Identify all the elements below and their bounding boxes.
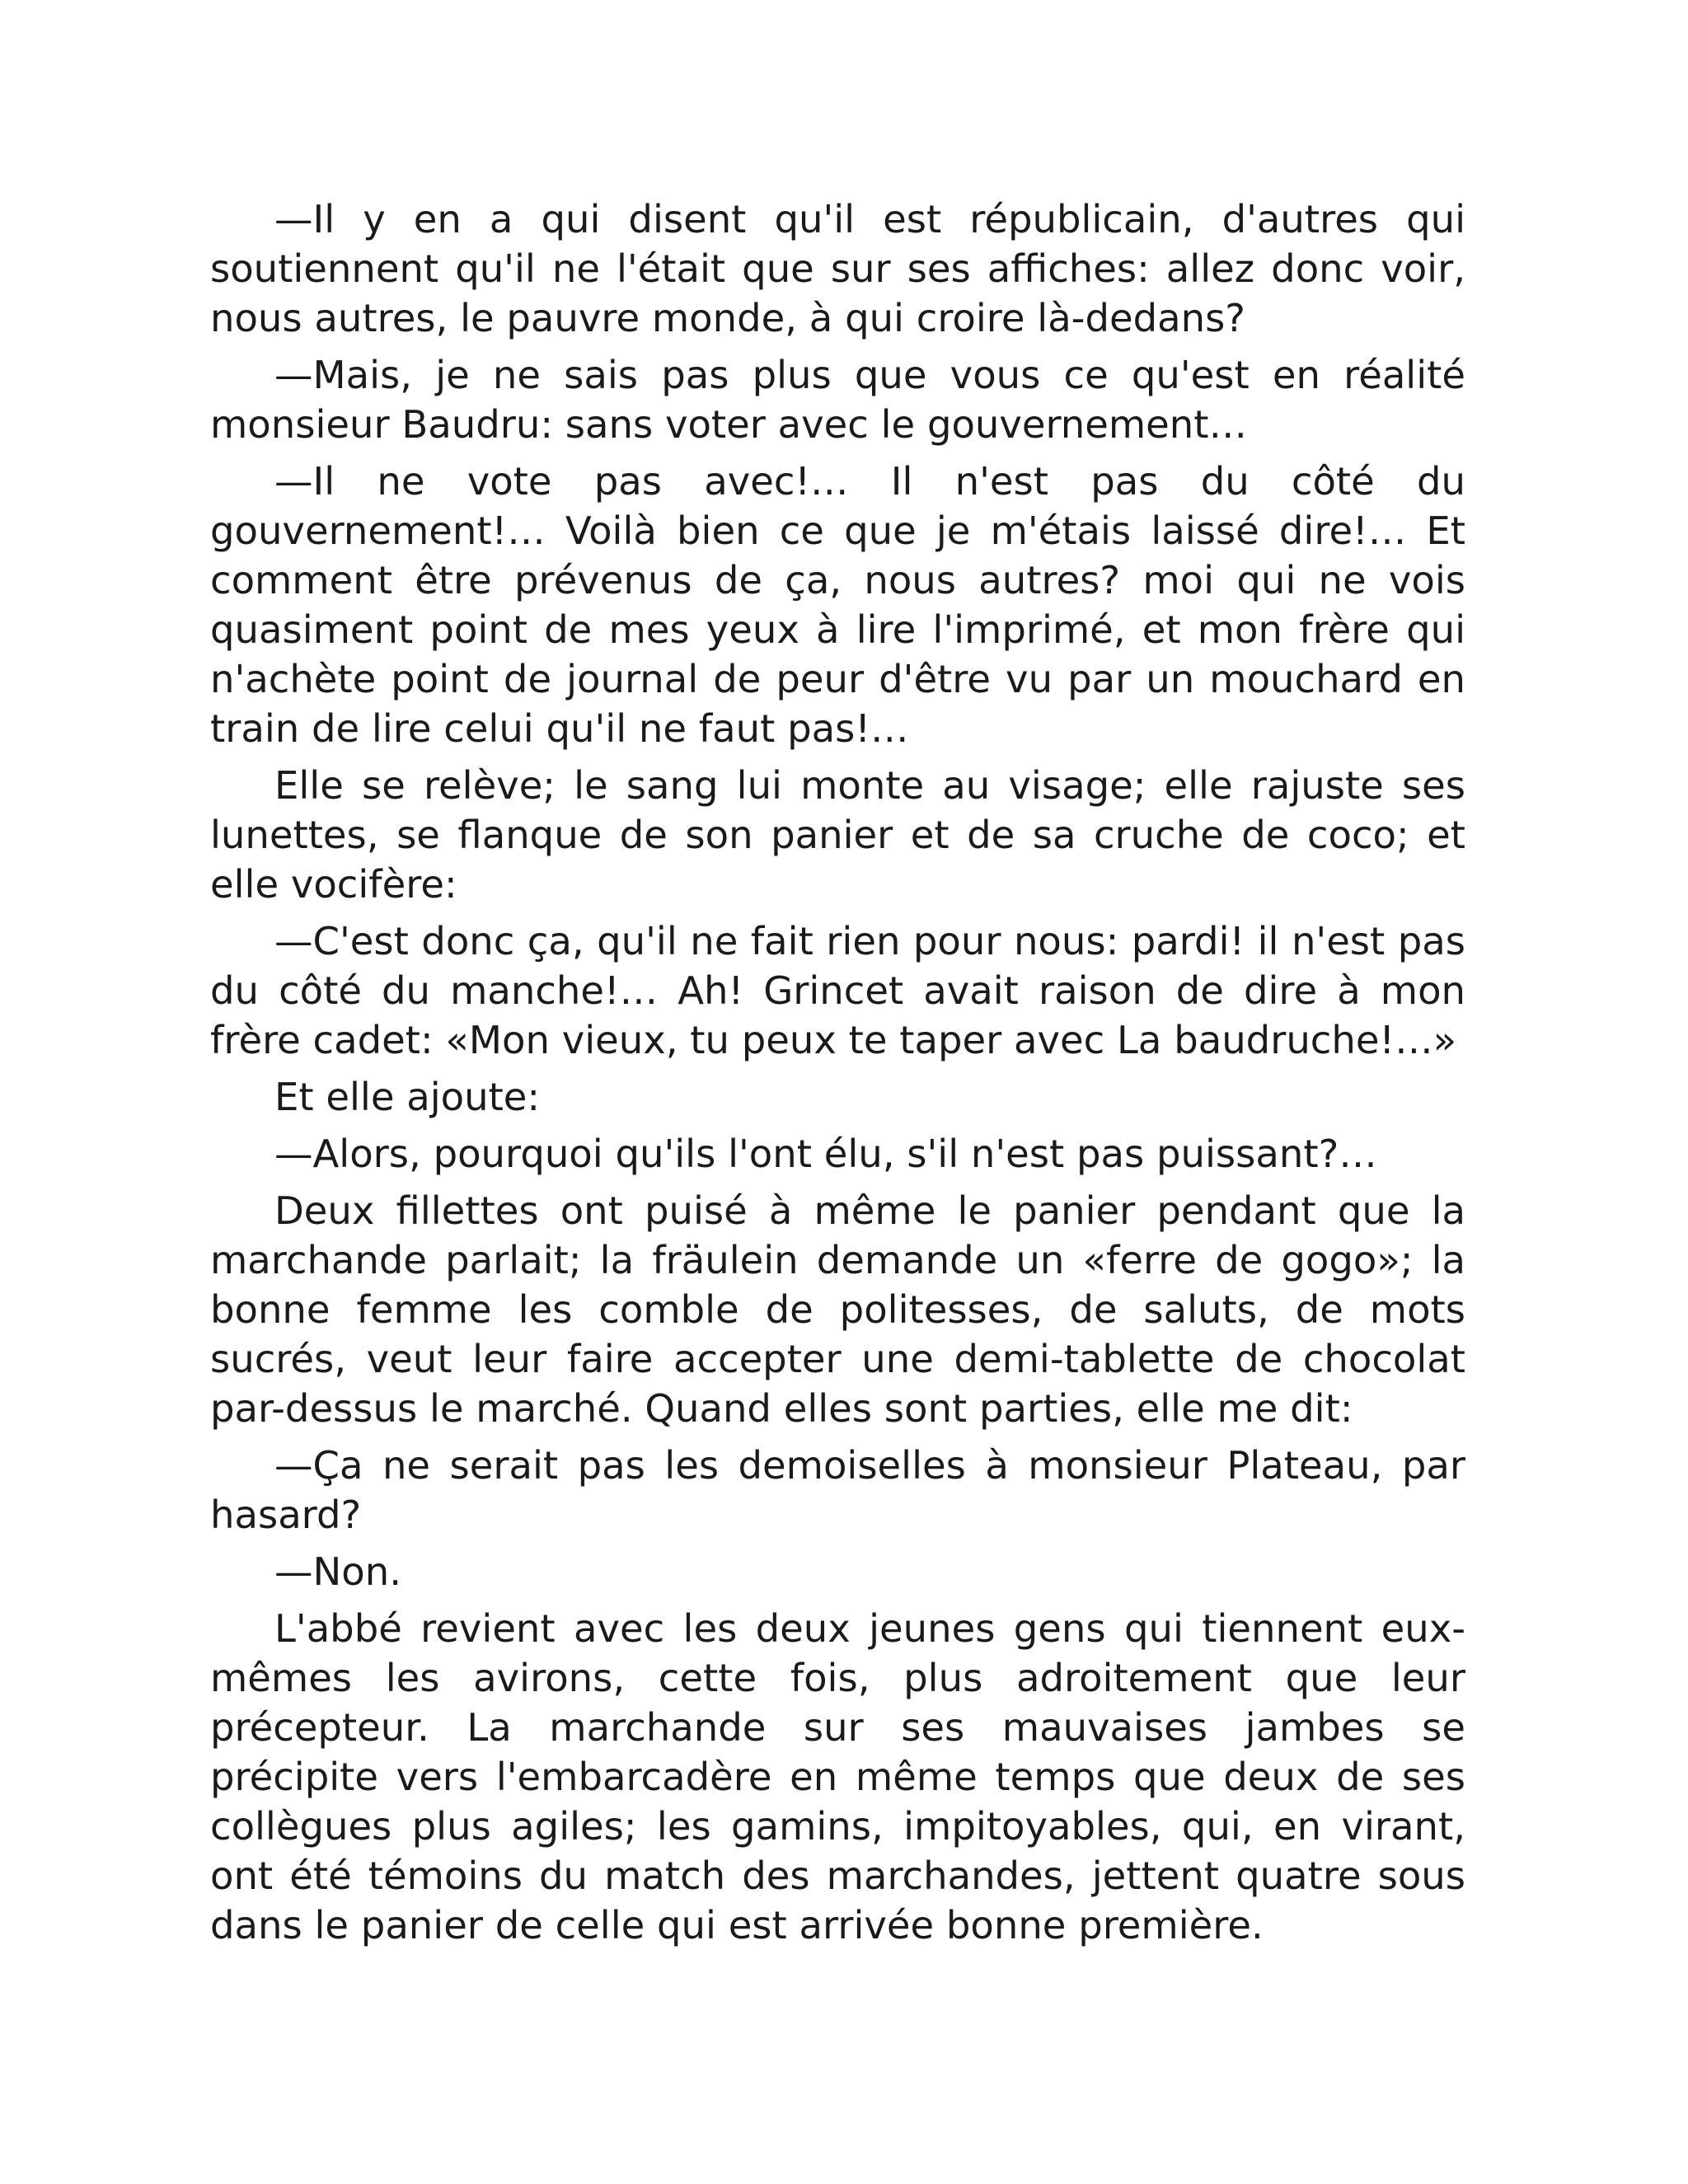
paragraph: Et elle ajoute:	[274, 1075, 541, 1119]
paragraph: L'abbé revient avec les deux jeunes gens qui tiennent eux-mêmes les avirons, cette fois, plus adroitement que leur précepteur. La marchande sur ses mauvaises jambes se précipite vers l'embarcadère en même temps que deux de ses collègues plus agiles; les gamins, impitoyables, qui, en virant, ont été témoins du match des marchandes, jettent quatre sous dans le panier de celle qui est arrivée bonne première.	[210, 1606, 1465, 1947]
paragraph: —Non.	[274, 1549, 401, 1594]
paragraph: —Mais, je ne sais pas plus que vous ce qu'est en réalité monsieur Baudru: sans voter avec le gouvernement…	[210, 353, 1465, 447]
book-page-text	[210, 194, 1465, 1957]
paragraph: —C'est donc ça, qu'il ne fait rien pour nous: pardi! il n'est pas du côté du manche!… Ah! Grincet avait raison de dire à mon frère cadet: «Mon vieux, tu peux te taper avec La baudruche!…»	[210, 919, 1465, 1062]
paragraph: —Ça ne serait pas les demoiselles à monsieur Plateau, par hasard?	[210, 1443, 1465, 1537]
paragraph: Elle se relève; le sang lui monte au visage; elle rajuste ses lunettes, se flanque de son panier et de sa cruche de coco; et elle vocifère:	[210, 763, 1465, 907]
paragraph: —Il y en a qui disent qu'il est républicain, d'autres qui soutiennent qu'il ne l'était que sur ses affiches: allez donc voir, nous autres, le pauvre monde, à qui croire là-dedans?	[210, 197, 1465, 340]
paragraph: Deux fillettes ont puisé à même le panier pendant que la marchande parlait; la fräulein demande un «ferre de gogo»; la bonne femme les comble de politesses, de saluts, de mots sucrés, veut leur faire accepter une demi-tablette de chocolat par-dessus le marché. Quand elles sont parties, elle me dit:	[210, 1188, 1465, 1431]
paragraph: —Il ne vote pas avec!… Il n'est pas du côté du gouvernement!… Voilà bien ce que je m'étais laissé dire!… Et comment être prévenus de ça, nous autres? moi qui ne vois quasiment point de mes yeux à lire l'imprimé, et mon frère qui n'achète point de journal de peur d'être vu par un mouchard en train de lire celui qu'il ne faut pas!…	[210, 459, 1465, 751]
paragraph: —Alors, pourquoi qu'ils l'ont élu, s'il n'est pas puissant?…	[274, 1132, 1377, 1176]
